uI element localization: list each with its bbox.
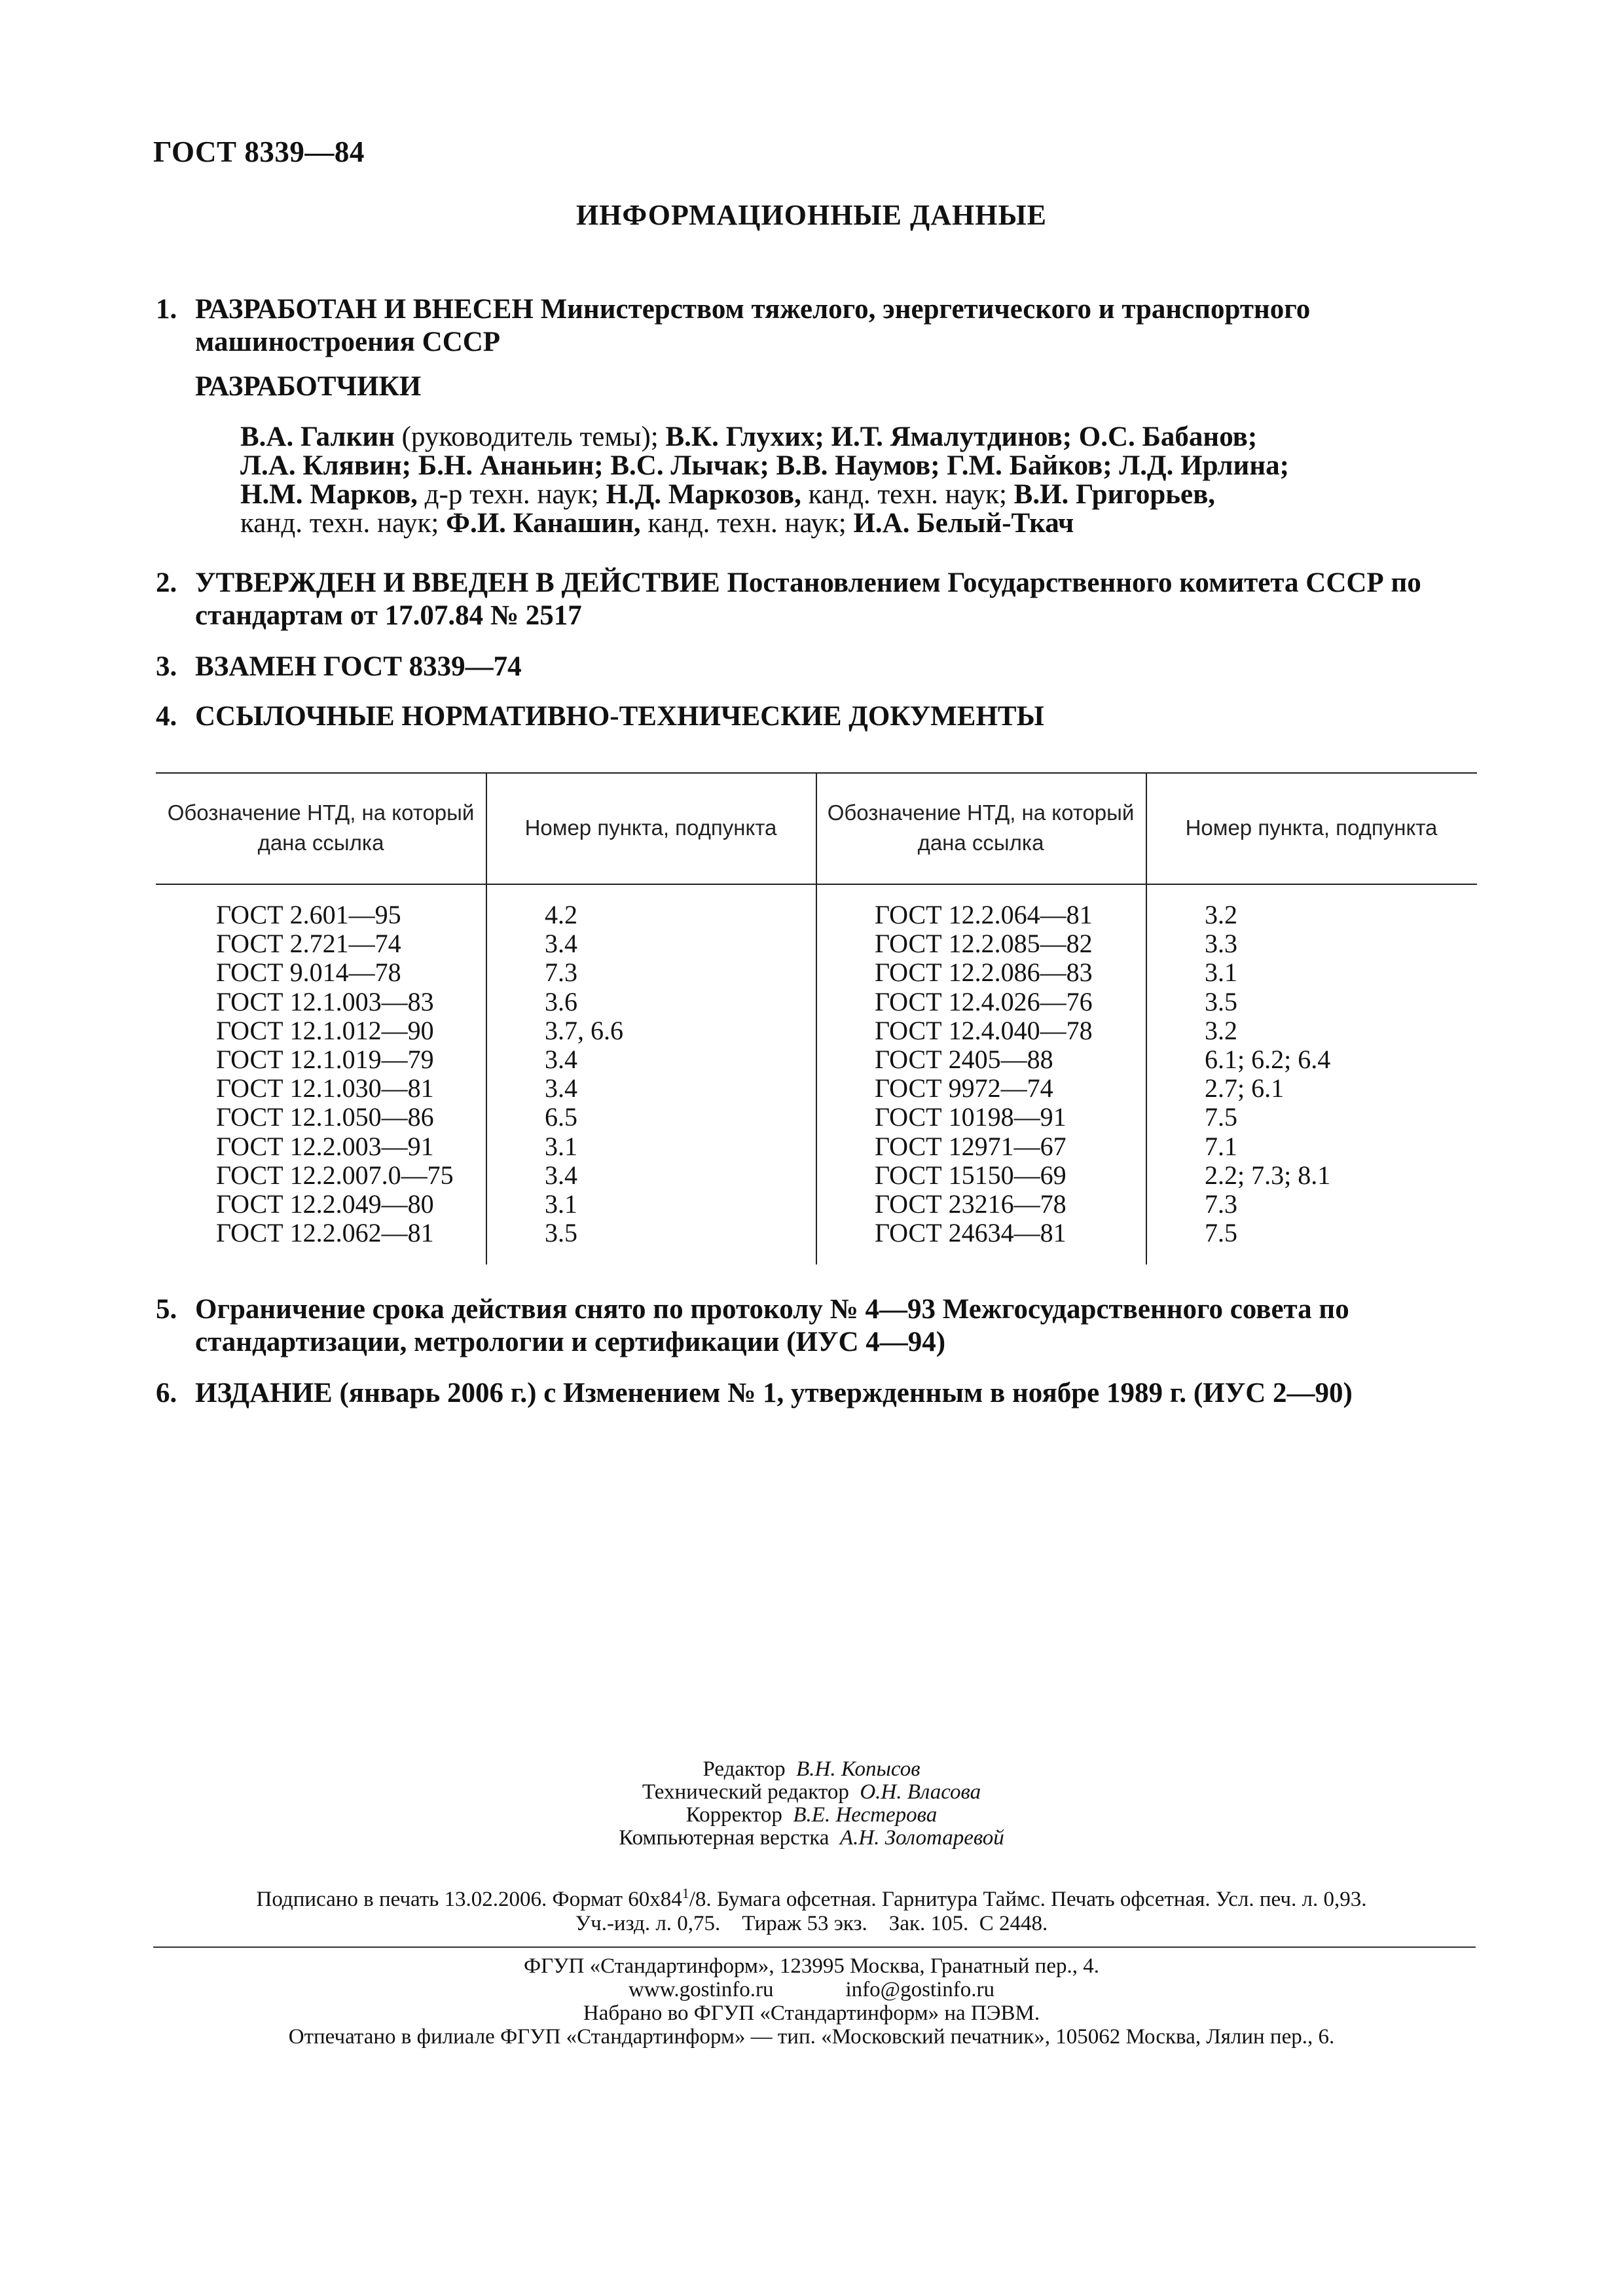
footer-divider xyxy=(153,1946,1476,1948)
reference-clause: 7.3 xyxy=(545,958,577,988)
info-item-4 xyxy=(156,700,1478,733)
page-title: ИНФОРМАЦИОННЫЕ ДАННЫЕ xyxy=(575,199,1048,231)
developer-note: (руководитель темы); xyxy=(394,422,666,452)
reference-designation: ГОСТ 12.2.003—91 xyxy=(216,1131,434,1161)
publisher-contacts xyxy=(0,1978,1623,2001)
reference-designation: ГОСТ 15150—69 xyxy=(875,1160,1067,1190)
info-item-1 xyxy=(156,293,1478,359)
reference-clause: 3.4 xyxy=(545,1073,577,1103)
standard-code: ГОСТ 8339—84 xyxy=(153,135,365,168)
publisher-email[interactable]: info@gostinfo.ru xyxy=(845,1978,994,2001)
reference-clause: 7.3 xyxy=(1205,1189,1237,1219)
reference-clause: 3.2 xyxy=(1205,1015,1237,1045)
reference-clause: 3.6 xyxy=(545,986,577,1016)
developer-note: канд. техн. наук; xyxy=(240,508,447,539)
developer-name: Н.Д. Маркозов, xyxy=(606,479,801,510)
reference-clause: 3.3 xyxy=(1205,929,1237,959)
reference-designation: ГОСТ 12.2.085—82 xyxy=(875,929,1093,959)
reference-clause: 3.4 xyxy=(545,1045,577,1075)
info-item-6 xyxy=(156,1377,1478,1410)
developer-name: И.А. Белый-Ткач xyxy=(853,508,1074,539)
item-text: УТВЕРЖДЕН И ВВЕДЕН В ДЕЙСТВИЕ Постановлением Государственного комитета СССР по стандартам от 17.07.84 № 2517 xyxy=(195,567,1421,631)
reference-clause: 3.7, 6.6 xyxy=(545,1015,623,1045)
reference-designation: ГОСТ 2.721—74 xyxy=(216,929,401,959)
header-clause-left: Номер пункта, подпункта xyxy=(524,816,777,840)
developers-heading: РАЗРАБОТЧИКИ xyxy=(195,371,422,402)
item-number: 3. xyxy=(156,651,177,682)
reference-clause: 3.5 xyxy=(545,1218,577,1248)
left-designations xyxy=(216,901,454,1247)
reference-clause: 6.5 xyxy=(545,1102,577,1132)
reference-designation: ГОСТ 12.2.086—83 xyxy=(875,958,1093,988)
print-details-line-2: Уч.-изд. л. 0,75. Тираж 53 экз. Зак. 105. С 2448. xyxy=(575,1912,1048,1935)
developer-note: д-р техн. наук; xyxy=(417,479,606,510)
reference-designation: ГОСТ 2405—88 xyxy=(875,1045,1053,1075)
info-item-5 xyxy=(156,1293,1478,1359)
header-designation-right: Обозначение НТД, на который дана ссылка xyxy=(827,800,1135,855)
developer-name: В.К. Глухих; И.Т. Ямалутдинов; О.С. Бабанов; xyxy=(665,422,1258,452)
reference-designation: ГОСТ 12.2.007.0—75 xyxy=(216,1160,454,1190)
developer-note: канд. техн. наук; xyxy=(640,508,854,539)
reference-designation: ГОСТ 9.014—78 xyxy=(216,958,401,988)
right-clauses xyxy=(1205,901,1330,1247)
typeset-note: Набрано во ФГУП «Стандартинформ» на ПЭВМ. xyxy=(583,2001,1040,2025)
developers-line-2 xyxy=(240,452,1458,480)
item-text: ССЫЛОЧНЫЕ НОРМАТИВНО-ТЕХНИЧЕСКИЕ ДОКУМЕНТЫ xyxy=(195,701,1044,732)
reference-designation: ГОСТ 12.4.040—78 xyxy=(875,1015,1093,1045)
reference-designation: ГОСТ 12.1.003—83 xyxy=(216,986,434,1016)
left-clauses xyxy=(545,901,623,1247)
reference-clause: 3.1 xyxy=(545,1131,577,1161)
printed-note: Отпечатано в филиале ФГУП «Стандартинформ» — тип. «Московский печатник», 105062 Москва, Лялин пер., 6. xyxy=(288,2025,1335,2049)
reference-clause: 4.2 xyxy=(545,900,577,929)
developer-name: В.А. Галкин xyxy=(240,422,395,452)
right-designations xyxy=(875,901,1093,1247)
developer-note: канд. техн. наук; xyxy=(801,479,1014,510)
layout-name: А.Н. Золотаревой xyxy=(839,1826,1004,1850)
reference-clause: 7.1 xyxy=(1205,1131,1237,1161)
publisher-info xyxy=(0,1954,1623,2049)
tech-editor-line: Технический редактор О.Н. Власова xyxy=(642,1780,981,1804)
tech-editor-name: О.Н. Власова xyxy=(860,1780,981,1804)
reference-designation: ГОСТ 10198—91 xyxy=(875,1102,1067,1132)
reference-clause: 6.1; 6.2; 6.4 xyxy=(1205,1045,1331,1075)
reference-clause: 7.5 xyxy=(1205,1218,1237,1248)
reference-clause: 3.1 xyxy=(545,1189,577,1219)
layout-line: Компьютерная верстка А.Н. Золотаревой xyxy=(619,1826,1004,1850)
reference-clause: 2.7; 6.1 xyxy=(1205,1073,1285,1103)
item-text: РАЗРАБОТАН И ВНЕСЕН Министерством тяжелого, энергетического и транспортного машиностроения СССР xyxy=(195,294,1311,357)
reference-designation: ГОСТ 12.1.030—81 xyxy=(216,1073,434,1103)
reference-clause: 2.2; 7.3; 8.1 xyxy=(1205,1160,1331,1190)
editor-line: Редактор В.Н. Копысов xyxy=(702,1757,921,1781)
reference-designation: ГОСТ 12.4.026—76 xyxy=(875,986,1093,1016)
developer-name: Ф.И. Канашин, xyxy=(446,508,641,539)
publisher-website[interactable]: www.gostinfo.ru xyxy=(629,1978,774,2001)
developer-name: Н.М. Марков, xyxy=(240,479,418,510)
reference-clause: 3.4 xyxy=(545,929,577,959)
info-item-2 xyxy=(156,567,1478,632)
editor-name: В.Н. Копысов xyxy=(796,1757,921,1781)
developers-line-4 xyxy=(240,509,1458,538)
references-table xyxy=(156,772,1477,1265)
developers-line-3 xyxy=(240,480,1458,509)
corrector-line: Корректор В.Е. Нестерова xyxy=(685,1803,938,1827)
item-text: ВЗАМЕН ГОСТ 8339—74 xyxy=(195,651,522,682)
item-number: 6. xyxy=(156,1378,177,1408)
corrector-name: В.Е. Нестерова xyxy=(793,1803,938,1827)
reference-designation: ГОСТ 12.2.062—81 xyxy=(216,1218,434,1248)
item-number: 5. xyxy=(156,1294,177,1325)
developers-list xyxy=(240,423,1458,538)
reference-clause: 3.4 xyxy=(545,1160,577,1190)
reference-clause: 3.5 xyxy=(1205,986,1237,1016)
imprint-credits xyxy=(0,1758,1623,1850)
reference-designation: ГОСТ 24634—81 xyxy=(875,1218,1067,1248)
item-number: 4. xyxy=(156,701,177,732)
developer-name: В.И. Григорьев, xyxy=(1013,479,1216,510)
reference-designation: ГОСТ 12.1.012—90 xyxy=(216,1015,434,1045)
developer-name: Л.А. Клявин; Б.Н. Ананьин; В.С. Лычак; В.В. Наумов; Г.М. Байков; Л.Д. Ирлина; xyxy=(240,450,1289,481)
header-designation-left: Обозначение НТД, на который дана ссылка xyxy=(167,800,475,855)
reference-designation: ГОСТ 9972—74 xyxy=(875,1073,1053,1103)
publisher-address: ФГУП «Стандартинформ», 123995 Москва, Гранатный пер., 4. xyxy=(524,1954,1099,1978)
item-text: ИЗДАНИЕ (январь 2006 г.) с Изменением № 1, утвержденным в ноябре 1989 г. (ИУС 2—90) xyxy=(195,1378,1353,1408)
print-details xyxy=(0,1885,1623,1936)
reference-designation: ГОСТ 2.601—95 xyxy=(216,900,401,929)
header-clause-right: Номер пункта, подпункта xyxy=(1185,816,1438,840)
reference-designation: ГОСТ 23216—78 xyxy=(875,1189,1067,1219)
item-number: 2. xyxy=(156,567,177,598)
reference-clause: 3.2 xyxy=(1205,900,1237,929)
info-item-3 xyxy=(156,651,1478,683)
reference-designation: ГОСТ 12971—67 xyxy=(875,1131,1067,1161)
reference-designation: ГОСТ 12.2.064—81 xyxy=(875,900,1093,929)
reference-designation: ГОСТ 12.1.019—79 xyxy=(216,1045,434,1075)
item-text: Ограничение срока действия снято по протоколу № 4—93 Межгосударственного совета по стандартизации, метрологии и сертификации (ИУС 4—94) xyxy=(195,1294,1349,1357)
print-details-line-1: Подписано в печать 13.02.2006. Формат $60x84^1/8$. Бумага офсетная. Гарнитура Таймс. Печать офсетная. Усл. печ. л. 0,93. xyxy=(256,1885,1367,1911)
reference-designation: ГОСТ 12.1.050—86 xyxy=(216,1102,434,1132)
developers-line-1 xyxy=(240,423,1458,452)
reference-clause: 3.1 xyxy=(1205,958,1237,988)
reference-designation: ГОСТ 12.2.049—80 xyxy=(216,1189,434,1219)
item-number: 1. xyxy=(156,294,177,325)
reference-clause: 7.5 xyxy=(1205,1102,1237,1132)
